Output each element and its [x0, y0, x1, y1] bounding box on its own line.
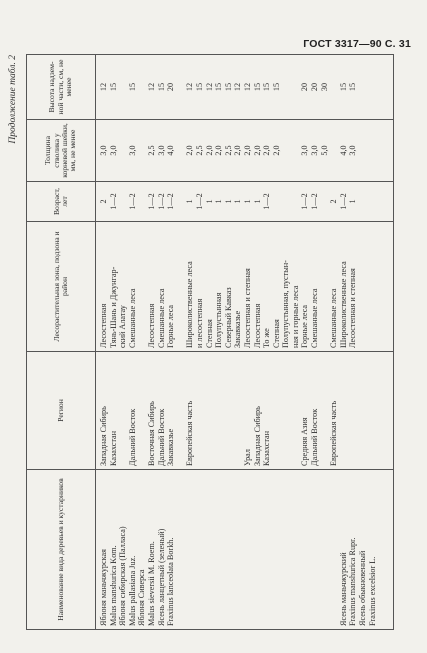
species-line: [300, 473, 310, 626]
species-line: [176, 473, 186, 626]
thickness-line: 2,5: [194, 145, 204, 156]
age-line: 2: [99, 199, 108, 204]
region-line: [224, 355, 234, 466]
region-line: [176, 355, 186, 466]
region-line: Западная Сибирь: [252, 406, 262, 466]
age-line: 1—2: [146, 193, 156, 210]
zone-line: Смешанные леса: [310, 288, 320, 348]
zone-line: Лесостепная: [146, 303, 156, 348]
zone-line: Лесостепная и степная: [348, 268, 358, 348]
region-line: [137, 355, 147, 466]
height-line: [118, 58, 128, 116]
height-line: [329, 58, 339, 116]
species-line: [281, 473, 291, 626]
age-line: 1—2: [194, 193, 204, 210]
species-line: Malus pallasiana Juz.: [127, 555, 137, 626]
species-line: [205, 473, 215, 626]
thickness-line: [291, 123, 301, 178]
height-line: 20: [166, 82, 176, 92]
height-line: 12: [204, 82, 214, 92]
species-line: [253, 473, 263, 626]
header-species: Наименование вида деревьев и кустарников: [27, 470, 96, 630]
thickness-line: 3,0: [108, 145, 118, 156]
height-column: [96, 55, 394, 120]
region-line: Дальний Восток: [127, 408, 137, 466]
age-line: 1: [242, 199, 252, 204]
height-line: 15: [194, 82, 204, 92]
header-thickness: Толщина стволика у корневой шейки, мм, не менее: [27, 120, 96, 182]
height-line: 15: [348, 82, 358, 92]
region-line: [214, 355, 224, 466]
region-line: [205, 355, 215, 466]
thickness-line: 2,0: [262, 145, 272, 156]
zone-line: Горные леса: [166, 304, 176, 348]
species-line: [291, 473, 301, 626]
species-line: [224, 473, 234, 626]
region-line: [272, 355, 282, 466]
thickness-line: 3,0: [156, 145, 166, 156]
age-line: 1—2: [262, 193, 272, 210]
height-line: 12: [242, 82, 252, 92]
zone-line: Лесостепная и степная: [242, 268, 252, 348]
zone-line: Широколиственные леса: [185, 261, 195, 348]
species-line: Ясень обыкновенный: [358, 550, 368, 626]
age-line: 1: [233, 199, 243, 204]
zone-line: Степная: [204, 319, 214, 348]
height-line: 12: [185, 82, 195, 92]
table-header-row: [27, 55, 96, 630]
region-line: Западная Сибирь: [99, 406, 108, 466]
thickness-line: [281, 123, 291, 178]
age-line: [118, 185, 128, 218]
height-line: [281, 58, 291, 116]
zone-line: То же: [262, 328, 272, 348]
age-line: [137, 185, 147, 218]
region-line: Казахстан: [262, 430, 272, 466]
thickness-line: [329, 123, 339, 178]
thickness-line: 2,0: [214, 145, 224, 156]
region-line: Казахстан: [108, 430, 118, 466]
age-line: 2: [329, 199, 339, 204]
age-column: [96, 182, 394, 222]
height-line: [176, 58, 186, 116]
table-continuation-label: Продолжение табл. 2: [8, 55, 18, 144]
thickness-line: 5,0: [319, 145, 329, 156]
age-line: 1: [348, 199, 358, 204]
region-line: [281, 355, 291, 466]
age-line: 1: [214, 199, 224, 204]
height-line: 15: [271, 82, 281, 92]
species-line: [310, 473, 320, 626]
thickness-line: 2,0: [204, 145, 214, 156]
age-line: [272, 185, 282, 218]
age-line: 1—2: [310, 193, 320, 210]
height-line: 15: [262, 82, 272, 92]
height-line: 20: [300, 82, 310, 92]
region-line: [233, 355, 243, 466]
age-line: 1: [185, 199, 195, 204]
region-line: Закавказье: [166, 428, 176, 466]
region-line: Дальний Восток: [156, 408, 166, 466]
zone-line: [176, 225, 186, 348]
species-line: Яблоня маньчжурская: [99, 549, 108, 626]
age-line: 1: [252, 199, 262, 204]
age-line: [176, 185, 186, 218]
height-line: 12: [99, 82, 108, 92]
species-line: [262, 473, 272, 626]
height-line: [137, 58, 147, 116]
height-line: 12: [233, 82, 243, 92]
region-column: [96, 352, 394, 470]
thickness-column: [96, 120, 394, 182]
zone-line: Горные леса: [300, 304, 310, 348]
region-line: [195, 355, 205, 466]
height-line: 15: [156, 82, 166, 92]
zone-line: Закавказье: [233, 310, 243, 348]
species-line: [195, 473, 205, 626]
page-header: ГОСТ 3317—90 С. 31: [303, 38, 411, 50]
thickness-line: 2,5: [223, 145, 233, 156]
region-line: Европейская часть: [185, 400, 195, 466]
region-line: [118, 355, 128, 466]
zone-line: Северный Кавказ: [223, 287, 233, 348]
zone-line: Смешанные леса: [329, 288, 339, 348]
height-line: 15: [223, 82, 233, 92]
species-line: Ясень ланцетный (зеленый): [156, 528, 166, 626]
species-line: Ясень маньчжурский: [338, 552, 348, 626]
zone-line: Лесостепная: [99, 303, 108, 348]
age-line: 1—2: [127, 193, 137, 210]
zone-line: Широколиственные леса: [338, 261, 348, 348]
thickness-line: [137, 123, 147, 178]
species-line: [243, 473, 253, 626]
species-line: Malus manshurica Kom.: [108, 545, 118, 626]
species-line: [233, 473, 243, 626]
thickness-line: 3,0: [310, 145, 320, 156]
thickness-line: [176, 123, 186, 178]
height-line: 20: [310, 82, 320, 92]
zone-column: [96, 222, 394, 352]
species-line: Яблоня Сиверса: [137, 569, 147, 626]
species-line: Fraxinus manshurica Rupr.: [348, 537, 358, 626]
zone-line: Тянь-Шань и Джунгар-: [108, 266, 118, 348]
thickness-line: 2,5: [146, 145, 156, 156]
species-column: [96, 470, 394, 630]
zone-line: и лесостепная: [194, 298, 204, 348]
height-line: 15: [127, 82, 137, 92]
thickness-line: 3,0: [348, 145, 358, 156]
zone-line: Полупустынная, пустын-: [281, 260, 291, 348]
zone-line: [320, 225, 330, 348]
age-line: 1—2: [108, 193, 118, 210]
zone-line: ский Алатау: [118, 305, 128, 348]
height-line: [291, 58, 301, 116]
region-line: Дальний Восток: [310, 408, 320, 466]
header-height: Высота надзем-ной части, см, не менее: [27, 55, 96, 120]
zone-line: Смешанные леса: [127, 288, 137, 348]
thickness-line: 2,0: [252, 145, 262, 156]
age-line: 1: [204, 199, 214, 204]
thickness-line: 2,0: [233, 145, 243, 156]
height-line: 15: [252, 82, 262, 92]
region-line: [291, 355, 301, 466]
species-line: [272, 473, 282, 626]
species-line: Malus sieversii M. Roem.: [146, 541, 156, 626]
thickness-line: 4,0: [338, 145, 348, 156]
zone-line: [137, 225, 147, 348]
species-line: Fraxinus lanceolata Borkh.: [166, 537, 176, 626]
thickness-line: 3,0: [99, 145, 108, 156]
zone-line: ная и горные леса: [290, 285, 300, 348]
height-line: 30: [319, 82, 329, 92]
table-body-row: [96, 55, 394, 630]
age-line: [291, 185, 301, 218]
seedling-standards-table: [26, 54, 394, 630]
species-line: [329, 473, 339, 626]
age-line: 1: [223, 199, 233, 204]
species-line: [214, 473, 224, 626]
age-line: 1—2: [166, 193, 176, 210]
age-line: [320, 185, 330, 218]
thickness-line: 2,0: [271, 145, 281, 156]
header-zone: Лесорастительная зона, подзона и район: [27, 222, 96, 352]
species-line: [185, 473, 195, 626]
zone-line: Полупустынная: [214, 292, 224, 348]
thickness-line: 2,0: [242, 145, 252, 156]
age-line: [281, 185, 291, 218]
rotated-page-content: [8, 40, 398, 640]
species-line: [320, 473, 330, 626]
zone-line: Степная: [271, 319, 281, 348]
height-line: 15: [214, 82, 224, 92]
height-line: 15: [338, 82, 348, 92]
age-line: 1—2: [300, 193, 310, 210]
region-line: Европейская часть: [329, 400, 339, 466]
region-line: Средняя Азия: [300, 417, 310, 466]
height-line: 15: [108, 82, 118, 92]
zone-line: Лесостепная: [252, 303, 262, 348]
thickness-line: 2,0: [185, 145, 195, 156]
zone-line: Смешанные леса: [156, 288, 166, 348]
height-line: 12: [146, 82, 156, 92]
age-line: 1—2: [156, 193, 166, 210]
species-line: Яблоня сибирская (Палласа): [118, 526, 128, 626]
thickness-line: 3,0: [127, 145, 137, 156]
region-line: Восточная Сибирь: [146, 401, 156, 466]
thickness-line: [118, 123, 128, 178]
thickness-line: 4,0: [166, 145, 176, 156]
thickness-line: 3,0: [300, 145, 310, 156]
region-line: [320, 355, 330, 466]
species-line: Fraxinus excelsior L.: [367, 556, 377, 626]
header-age: Возраст, лет: [27, 182, 96, 222]
region-line: Урал: [242, 449, 252, 466]
age-line: 1—2: [338, 193, 348, 210]
header-region: Регион: [27, 352, 96, 470]
